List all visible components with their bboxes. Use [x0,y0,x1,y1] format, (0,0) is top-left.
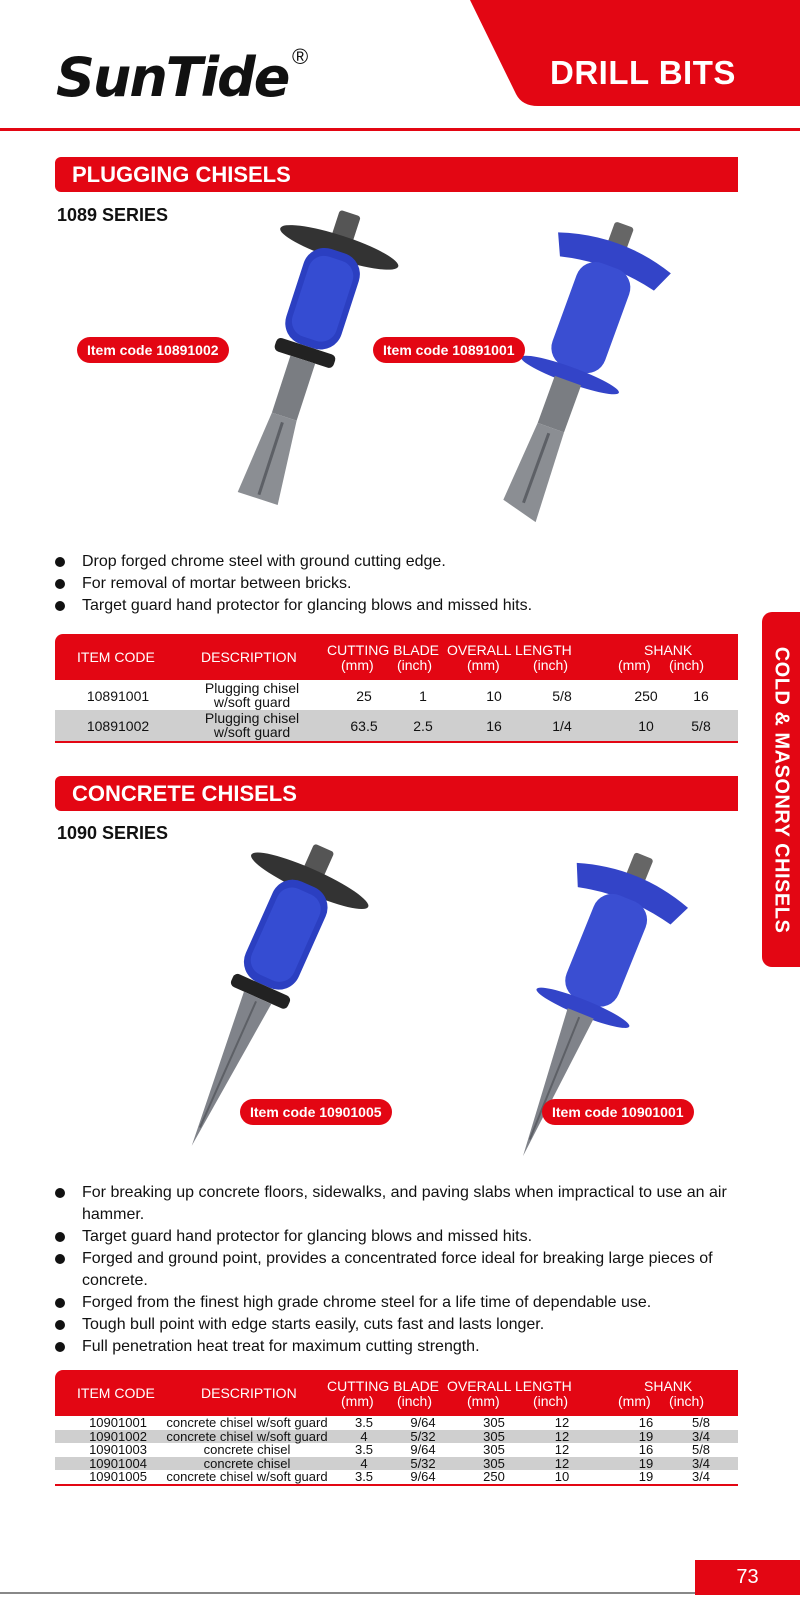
cell-shank-inch: 3/4 [691,1455,711,1471]
cell-length-mm: 305 [483,1428,505,1444]
cell-shank-mm: 10 [638,718,654,734]
cell-blade-mm: 3.5 [354,1442,374,1457]
cell-item-code: 10891001 [86,688,150,704]
cell-length-inch: 12 [554,1415,570,1430]
concrete-table-body [55,1416,738,1484]
description-line: w/soft guard [213,694,291,710]
cell-blade-inch: 5/32 [410,1428,436,1444]
cell-blade-inch: 9/64 [410,1415,436,1430]
cell-blade-mm: 25 [356,688,372,704]
cell-length-mm: 305 [483,1455,505,1471]
cell-blade-mm: 4 [360,1428,368,1444]
item-code-badge: Item code 10891002 [77,337,229,363]
header-unit-inch: (inch) [669,1393,705,1409]
header-shank: SHANK [644,1378,693,1394]
cell-blade-mm: 3.5 [354,1415,374,1430]
concrete-features-list [55,1182,745,1358]
section-title-plugging: PLUGGING CHISELS [72,162,291,187]
cell-description: concrete chisel [203,1455,291,1471]
description-line: Plugging chisel [204,680,300,696]
cell-description [205,711,299,739]
footer-divider [0,1592,695,1594]
cell-item-code: 10891002 [86,718,150,734]
cell-length-mm: 305 [483,1415,505,1430]
header-unit-inch: (inch) [533,1393,569,1409]
cell-blade-mm: 63.5 [350,718,378,734]
cell-length-inch: 12 [554,1442,570,1457]
cell-blade-inch: 1 [419,688,427,704]
cell-item-code: 10901002 [89,1428,147,1444]
cell-shank-mm: 19 [638,1428,654,1444]
header-cutting-blade: CUTTING BLADE [327,1378,440,1394]
cell-blade-mm: 4 [360,1455,368,1471]
feature-item: Target guard hand protector for glancing blows and missed hits. [55,595,532,617]
table-row [55,1457,738,1471]
feature-item: Target guard hand protector for glancing blows and missed hits. [55,1226,745,1248]
header-shank: SHANK [644,642,693,658]
registered-mark: ® [292,44,309,69]
cell-length-inch: 5/8 [552,688,572,704]
cell-description [205,681,299,709]
cell-blade-mm: 3.5 [354,1469,374,1484]
concrete-spec-table [55,1370,738,1486]
page-number: 73 [736,1566,759,1588]
table-header [55,1370,738,1416]
table-row [55,710,738,741]
brand-name: SunTide [56,46,289,109]
feature-item: For removal of mortar between bricks. [55,573,532,595]
table-row [55,1470,738,1484]
table-row [55,1416,738,1430]
cell-description: concrete chisel w/soft guard [166,1428,328,1444]
header-unit-mm: (mm) [618,657,651,673]
table-row [55,680,738,710]
brand-logo [56,38,316,128]
page-number-tab [695,1560,800,1595]
feature-item: Forged and ground point, provides a concentrated force ideal for breaking large pieces of concrete. [55,1248,745,1292]
header-unit-mm: (mm) [341,657,374,673]
cell-item-code: 10901004 [89,1455,147,1471]
section-title-concrete: CONCRETE CHISELS [72,781,297,806]
plugging-chisel-10891002-image [190,205,410,525]
description-line: Plugging chisel [204,710,300,726]
series-label-concrete: 1090 SERIES [57,823,169,843]
cell-blade-inch: 2.5 [413,718,433,734]
header-unit-inch: (inch) [397,657,433,673]
plugging-features-list [55,551,532,617]
header-divider [0,128,800,131]
cell-length-inch: 10 [554,1469,570,1484]
cell-blade-inch: 9/64 [410,1442,436,1457]
cell-blade-inch: 5/32 [410,1455,436,1471]
side-tab [762,612,800,967]
cell-item-code: 10901001 [89,1415,147,1430]
table-bottom-rule [55,741,738,743]
cell-item-code: 10901003 [89,1442,147,1457]
header-item-code: ITEM CODE [77,649,155,665]
feature-item: Forged from the finest high grade chrome steel for a life time of dependable use. [55,1292,745,1314]
item-code-badge: Item code 10901005 [240,1099,392,1125]
header-overall-length: OVERALL LENGTH [447,1378,572,1394]
table-row [55,1430,738,1444]
cell-description: concrete chisel w/soft guard [166,1415,328,1430]
cell-shank-mm: 16 [638,1415,654,1430]
header-unit-mm: (mm) [618,1393,651,1409]
header-cutting-blade: CUTTING BLADE [327,642,440,658]
header-description: DESCRIPTION [201,1385,297,1401]
cell-shank-inch: 3/4 [691,1469,711,1484]
cell-length-inch: 12 [554,1455,570,1471]
header-item-code: ITEM CODE [77,1385,155,1401]
feature-item: Drop forged chrome steel with ground cutting edge. [55,551,532,573]
cell-shank-inch: 5/8 [691,1442,711,1457]
plugging-chisel-10891001-image [450,215,690,535]
category-title: DRILL BITS [550,54,736,91]
cell-shank-inch: 5/8 [691,1415,711,1430]
section-bar-plugging [55,157,738,192]
cell-description: concrete chisel w/soft guard [166,1469,328,1484]
cell-blade-inch: 9/64 [410,1469,436,1484]
plugging-spec-table [55,634,738,743]
cell-shank-mm: 250 [634,688,658,704]
cell-length-mm: 16 [486,718,502,734]
cell-length-mm: 250 [483,1469,505,1484]
header-unit-inch: (inch) [397,1393,433,1409]
cell-shank-mm: 19 [638,1455,654,1471]
cell-shank-mm: 16 [638,1442,654,1457]
header-unit-inch: (inch) [533,657,569,673]
section-bar-concrete [55,776,738,811]
header-unit-inch: (inch) [669,657,705,673]
feature-item: For breaking up concrete floors, sidewalks, and paving slabs when impractical to use an air hammer. [55,1182,745,1226]
header-unit-mm: (mm) [341,1393,374,1409]
description-line: w/soft guard [213,724,291,740]
cell-length-inch: 12 [554,1428,570,1444]
cell-shank-mm: 19 [638,1469,654,1484]
feature-item: Tough bull point with edge starts easily, cuts fast and lasts longer. [55,1314,745,1336]
cell-shank-inch: 3/4 [691,1428,711,1444]
cell-description: concrete chisel [203,1442,291,1457]
cell-length-mm: 10 [486,688,502,704]
cell-shank-inch: 5/8 [691,718,711,734]
table-row [55,1443,738,1457]
item-code-badge: Item code 10891001 [373,337,525,363]
category-tab [470,0,800,106]
cell-length-inch: 1/4 [552,718,572,734]
table-bottom-rule [55,1484,738,1486]
header-unit-mm: (mm) [467,657,500,673]
cell-item-code: 10901005 [89,1469,147,1484]
item-code-badge: Item code 10901001 [542,1099,694,1125]
cell-shank-inch: 16 [693,688,709,704]
side-tab-label: COLD & MASONRY CHISELS [770,646,793,933]
series-label-plugging: 1089 SERIES [57,205,169,225]
feature-item: Full penetration heat treat for maximum cutting strength. [55,1336,745,1358]
table-header [55,634,738,680]
header-description: DESCRIPTION [201,649,297,665]
header-overall-length: OVERALL LENGTH [447,642,572,658]
cell-length-mm: 305 [483,1442,505,1457]
header-unit-mm: (mm) [467,1393,500,1409]
